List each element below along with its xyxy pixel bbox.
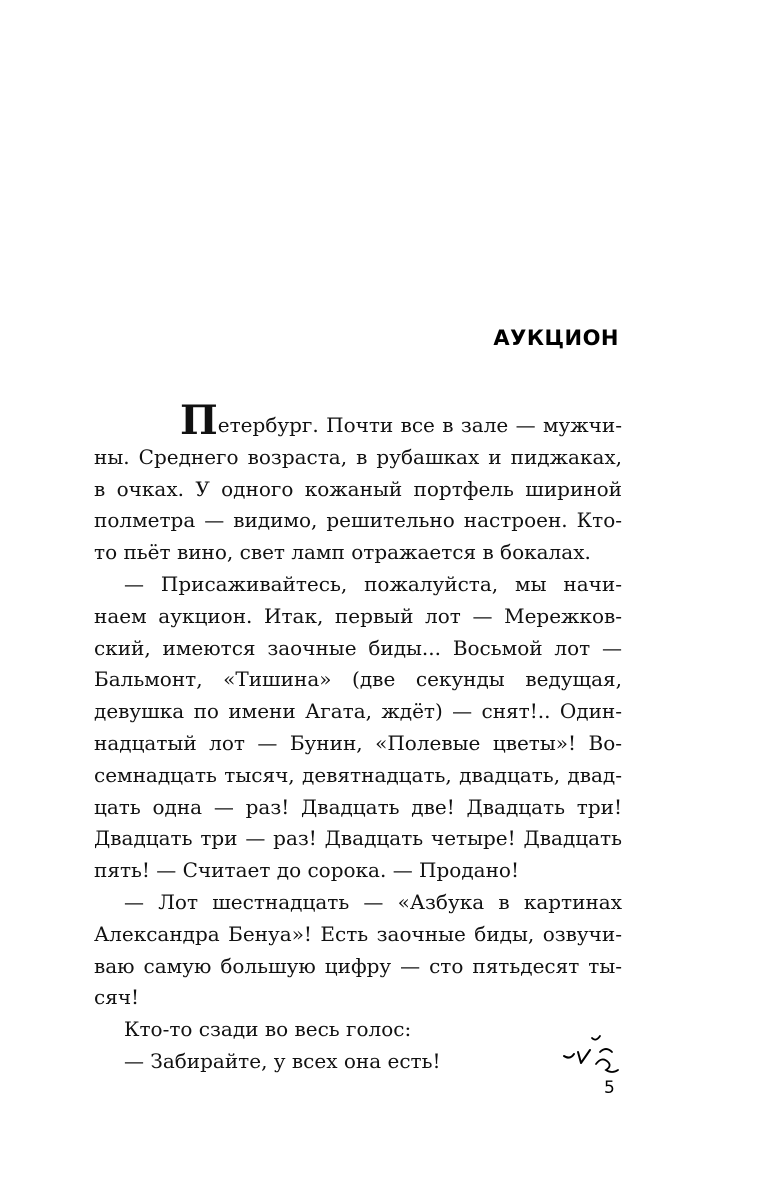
text-line: ский, имеются заочные биды... Восьмой лот — [94, 635, 622, 660]
text-line: — Забирайте, у всех она есть! [124, 1048, 441, 1073]
text-line: Петербург. Почти все в зале — мужчи- [180, 397, 622, 444]
text-line: ны. Среднего возраста, в рубашках и пиджаках, [94, 444, 622, 469]
text-line: Двадцать три — раз! Двадцать четыре! Двадцать [94, 826, 622, 851]
chapter-title: АУКЦИОН [493, 326, 619, 350]
page-number: 5 [604, 1078, 615, 1098]
text-line: Кто-то сзади во весь голос: [124, 1017, 412, 1042]
text-line: наем аукцион. Итак, первый лот — Мережков- [94, 603, 622, 628]
text-line: сяч! [94, 985, 140, 1010]
text-line: цать одна — раз! Двадцать две! Двадцать три! [94, 794, 622, 819]
text-line: пять! — Считает до сорока. — Продано! [94, 858, 519, 883]
squiggle-ornament-icon [560, 1030, 620, 1080]
text-line: ваю самую большую цифру — сто пятьдесят ты- [94, 953, 622, 978]
text-line: — Лот шестнадцать — «Азбука в картинах [124, 889, 622, 914]
text-line: Бальмонт, «Тишина» (две секунды ведущая, [94, 667, 622, 692]
drop-cap: П [180, 397, 218, 444]
text-line: в очках. У одного кожаный портфель шириной [94, 476, 622, 501]
text-line: полметра — видимо, решительно настроен. Кто- [94, 508, 622, 533]
text-line: девушка по имени Агата, ждёт) — снят!.. Один- [94, 699, 622, 724]
body-text [94, 397, 622, 1078]
text-line: — Присаживайтесь, пожалуйста, мы начи- [124, 571, 622, 596]
text-line: семнадцать тысяч, девятнадцать, двадцать, двад- [94, 762, 622, 787]
text-line: то пьёт вино, свет ламп отражается в бокалах. [94, 540, 591, 565]
text-line: Александра Бенуа»! Есть заочные биды, озвучи- [94, 921, 622, 946]
text-line: надцатый лот — Бунин, «Полевые цветы»! Во- [94, 730, 622, 755]
